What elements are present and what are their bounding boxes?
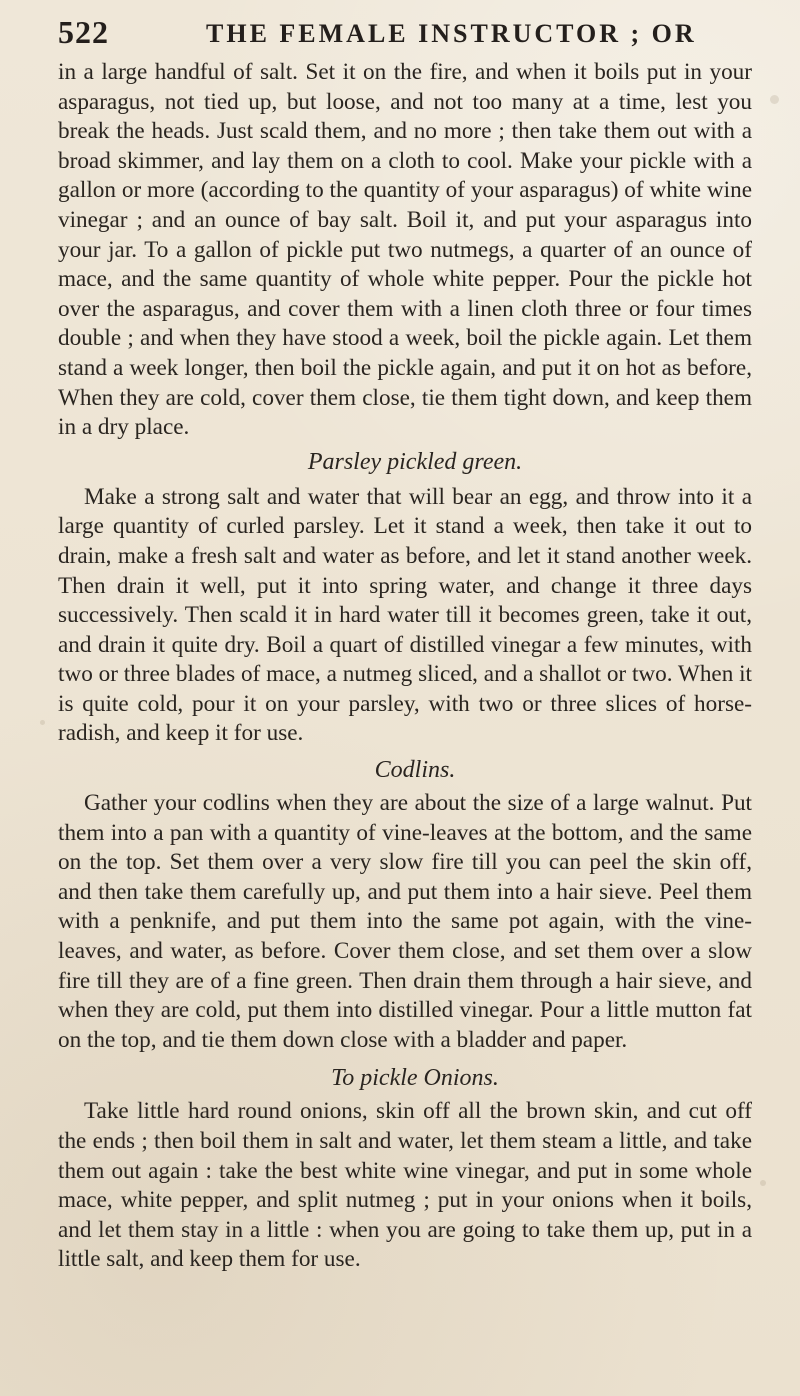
section-title-parsley: Parsley pickled green. xyxy=(307,448,523,475)
paper-speck xyxy=(760,1180,766,1186)
page-header xyxy=(58,10,748,54)
asparagus-paragraph: in a large handful of salt. Set it on the fire, and when it boils put in your asparagus, not tied up, but loose, and not too many at a time, lest you break the heads. Just scald them, and no more ; then take them out with a broad skimmer, and lay them on a cloth to cool. Make your pickle with a gallon or more (according to the quantity of your asparagus) of white wine vinegar ; and an ounce of bay salt. Boil it, and put your asparagus into your jar. To a gallon of pickle put two nutmegs, a quarter of an ounce of mace, and the same quantity of whole white pepper. Pour the pickle hot over the asparagus, and cover them with a linen cloth three or four times double ; and when they have stood a week, boil the pickle again. Let them stand a week longer, then boil the pickle again, and put it on hot as before, When they are cold, cover them close, tie them tight down, and keep them in a dry place. xyxy=(58,59,752,441)
running-title: THE FEMALE INSTRUCTOR ; OR xyxy=(206,19,697,48)
page-number: 522 xyxy=(58,14,109,50)
codlins-paragraph: Gather your codlins when they are about the size of a large walnut. Put them into a pan with a quantity of vine-leaves at the bottom, and the same on the top. Set them over a very slow fire till you can peel the skin off, and then take them carefully up, and put them into a hair sieve. Peel them with a penknife, and put them into the same pot again, with the vine-leaves, and water, as before. Cover them close, and set them over a slow fire till they are of a fine green. Then drain them through a hair sieve, and when they are cold, put them into distilled vinegar. Pour a little mutton fat on the top, and tie them down close with a bladder and paper. xyxy=(58,790,752,1053)
section-title-codlins: Codlins. xyxy=(374,757,456,784)
paper-speck xyxy=(770,95,779,104)
paper-speck xyxy=(40,720,45,725)
section-title-onions: To pickle Onions. xyxy=(331,1065,499,1092)
page-body xyxy=(58,58,752,1275)
onions-paragraph: Take little hard round onions, skin off all the brown skin, and cut off the ends ; then boil them in salt and water, let them steam a little, and take them out again : take the best white wine vinegar, and put in some whole mace, white pepper, and split nutmeg ; put in your onions when it boils, and let them stay in a little : when you are going to take them up, put in a little salt, and keep them for use. xyxy=(58,1098,752,1273)
parsley-paragraph: Make a strong salt and water that will bear an egg, and throw into it a large quantity of curled parsley. Let it stand a week, then take it out to drain, make a fresh salt and water as before, and let it stand another week. Then drain it well, put it into spring water, and change it three days successively. Then scald it in hard water till it becomes green, take it out, and drain it quite dry. Boil a quart of distilled vinegar a few minutes, with two or three blades of mace, a nutmeg sliced, and a shallot or two. When it is quite cold, pour it on your parsley, with two or three slices of horse-radish, and keep it for use. xyxy=(58,483,752,747)
